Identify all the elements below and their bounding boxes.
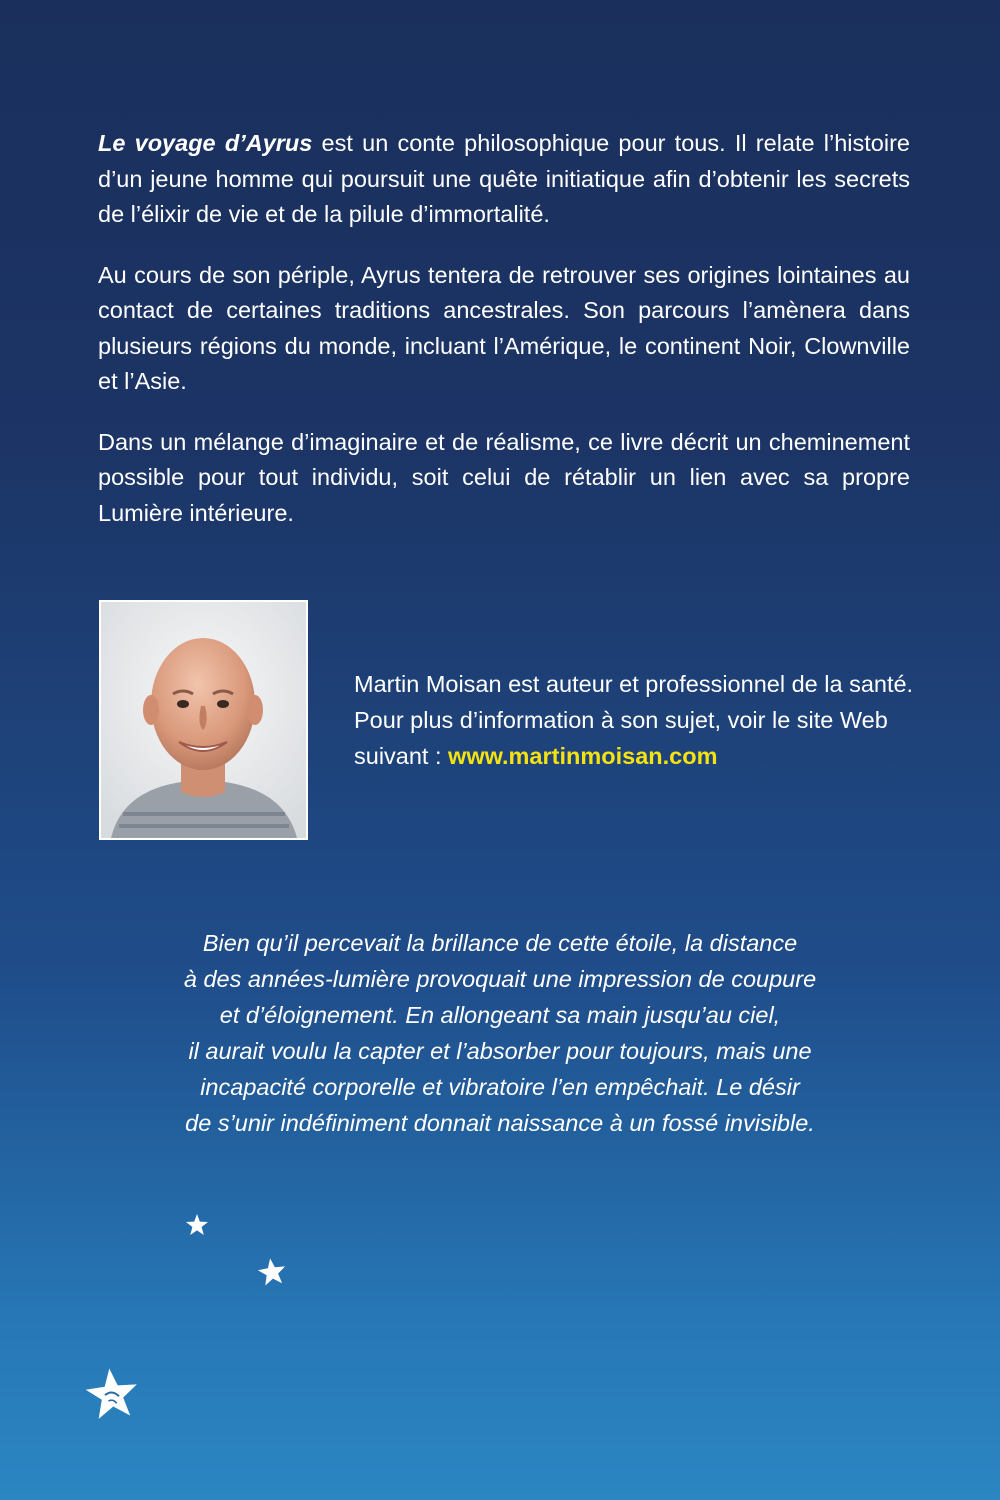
large-star-icon — [84, 1366, 140, 1422]
book-title: Le voyage d’Ayrus — [98, 130, 313, 156]
author-bio — [354, 666, 914, 774]
description-paragraph-3: Dans un mélange d’imaginaire et de réalisme, ce livre décrit un cheminement possible pour tout individu, soit celui de rétablir un lien avec sa propre Lumière intérieure. — [98, 428, 910, 526]
description-paragraph-2: Au cours de son périple, Ayrus tentera de retrouver ses origines lointaines au contact de certaines traditions ancestrales. Son parcours l’amènera dans plusieurs régions du monde, incluant l’Amérique, le continent Noir, Clownville et l’Asie. — [98, 261, 910, 394]
description-paragraph-1 — [98, 126, 910, 233]
quote-line: à des années-lumière provoquait une impression de coupure — [183, 966, 817, 992]
quote-line: de s’unir indéfiniment donnait naissance à un fossé invisible. — [185, 1110, 815, 1136]
author-photo — [99, 600, 308, 840]
excerpt-quote — [100, 925, 900, 1141]
book-description — [98, 126, 910, 556]
quote-line: incapacité corporelle et vibratoire l’en empêchait. Le désir — [200, 1074, 800, 1100]
quote-line: Bien qu’il percevait la brillance de cette étoile, la distance — [202, 930, 798, 956]
quote-line: et d’éloignement. En allongeant sa main jusqu’au ciel, — [219, 1002, 781, 1028]
author-website-link[interactable]: www.martinmoisan.com — [448, 743, 718, 769]
author-bio-text: Martin Moisan est auteur et professionnel de la santé. Pour plus d’information à son sujet, voir le site Web suivant : — [354, 671, 914, 769]
medium-star-icon — [257, 1257, 287, 1287]
quote-line: il aurait voulu la capter et l’absorber pour toujours, mais une — [188, 1038, 812, 1064]
description-paragraph-1-text: est un conte philosophique pour tous. Il relate l’histoire d’un jeune homme qui poursuit une quête initiatique afin d’obtenir les secrets de l’élixir de vie et de la pilule d’immortalité. — [98, 130, 910, 227]
small-star-icon — [185, 1213, 209, 1237]
author-portrait-image — [101, 602, 306, 838]
